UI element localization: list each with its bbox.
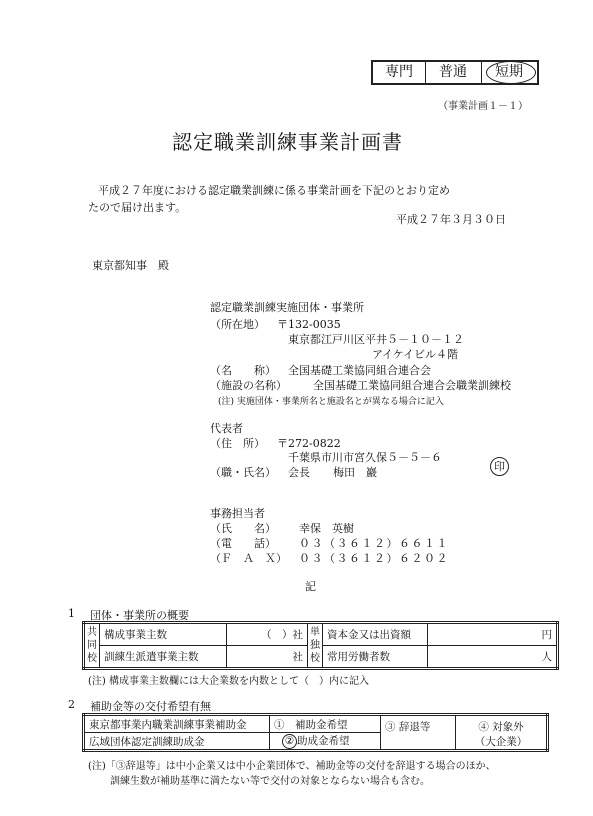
addressee: 東京都知事 殿 [92,259,169,272]
submission-date: 平成２７年３月３０日 [396,213,506,226]
employee-count-label: 常用労働者数 [323,646,428,669]
rep-name: 梅田 巖 [333,466,377,479]
contact-fax-label: （Ｆ Ａ Ｘ） [210,552,287,565]
capital-value[interactable]: 円 [428,623,558,646]
section1-number: 1 [68,607,75,620]
org-address-2: アイケイビル４階 [372,348,459,361]
org-heading: 認定職業訓練実施団体・事業所 [210,301,364,314]
course-type-tanki[interactable]: 短期 [495,64,523,80]
course-type-box [371,60,539,85]
section2-note-2: 訓練生数が補助基準に満たない等で交付の対象とならない場合も含む。 [110,776,430,787]
option-subsidy[interactable]: ① 補助金希望 [270,715,381,733]
single-school-label: 単独校 [308,623,323,669]
rep-address: 千葉県市川市宮久保５－５－６ [288,451,442,464]
option-decline[interactable]: ③ 辞退等 [381,715,456,751]
section2-note-1: (注)「③辞退等」は中小企業又は中小企業団体で、補助金等の交付を辞退する場合のほか、 [88,761,496,772]
cooperative-school-label: 共同校 [84,623,100,669]
org-location-label: （所在地） [210,318,265,331]
org-name: 全国基礎工業協同組合連合会 [288,364,431,377]
section1-title: 団体・事業所の概要 [90,609,189,622]
org-note: (注) 実施団体・事業所名と施設名とが異なる場合に記入 [218,397,444,407]
not-applicable-label: ④ 対象外 [478,721,524,733]
dispatch-count-label: 訓練生派遣事業主数 [100,646,227,669]
org-address-1: 東京都江戸川区平井５－１０－１２ [288,333,464,346]
facility-name: 全国基礎工業協同組合連合会職業訓練校 [313,379,511,392]
option-grant-mark: ② [282,734,297,749]
contact-heading: 事務担当者 [210,507,265,520]
dispatch-count-value[interactable]: 社 [227,646,308,669]
capital-label: 資本金又は出資額 [323,623,428,646]
tokyo-subsidy-label: 東京都事業内職業訓練事業補助金 [84,715,270,733]
intro-line-1: 平成２７年度における認定職業訓練に係る事業計画を下記のとおり定め [98,184,450,197]
rep-position: 会長 [288,466,310,479]
rep-heading: 代表者 [210,422,243,435]
contact-name: 幸保 英樹 [299,522,354,535]
employee-count-value[interactable]: 人 [428,646,558,669]
member-count-value[interactable]: （ ）社 [227,623,308,646]
member-count-label: 構成事業主数 [100,623,227,646]
plan-code: （事業計画１－１） [438,101,528,112]
section2-number: 2 [68,698,75,711]
option-grant[interactable] [270,733,381,751]
option-grant-label: 助成金希望 [297,735,350,747]
org-postal: 〒132-0035 [277,318,341,331]
seal-text: 印 [494,460,505,473]
rep-postal: 〒272-0822 [277,437,341,450]
ki-marker: 記 [305,580,316,593]
selected-circle [486,61,536,84]
large-company-label: （大企業） [474,736,528,748]
contact-tel-label: （電 話） [210,537,276,550]
org-summary-table [82,621,559,670]
facility-name-label: （施設の名称） [210,379,287,392]
org-name-label: （名 称） [210,364,276,377]
intro-line-2: たので届け出ます。 [88,201,187,214]
section1-note: (注) 構成事業主数欄には大企業数を内数として（ ）内に記入 [88,676,369,687]
course-type-futsu[interactable]: 普通 [425,62,482,83]
rep-address-label: （住 所） [210,437,265,450]
course-type-senmon[interactable]: 専門 [373,62,426,83]
contact-tel: ０３（３６１２）６６１１ [299,537,449,550]
regional-grant-label: 広域団体認定訓練助成金 [84,733,270,751]
section2-title: 補助金等の交付希望有無 [90,700,211,713]
seal-mark [490,457,509,476]
option-not-applicable[interactable] [456,715,548,751]
contact-fax: ０３（３６１２）６２０２ [299,552,449,565]
rep-name-label: （職・氏名） [210,466,276,479]
subsidy-table [82,713,549,752]
document-title: 認定職業訓練事業計画書 [172,130,403,154]
contact-name-label: （氏 名） [210,522,276,535]
